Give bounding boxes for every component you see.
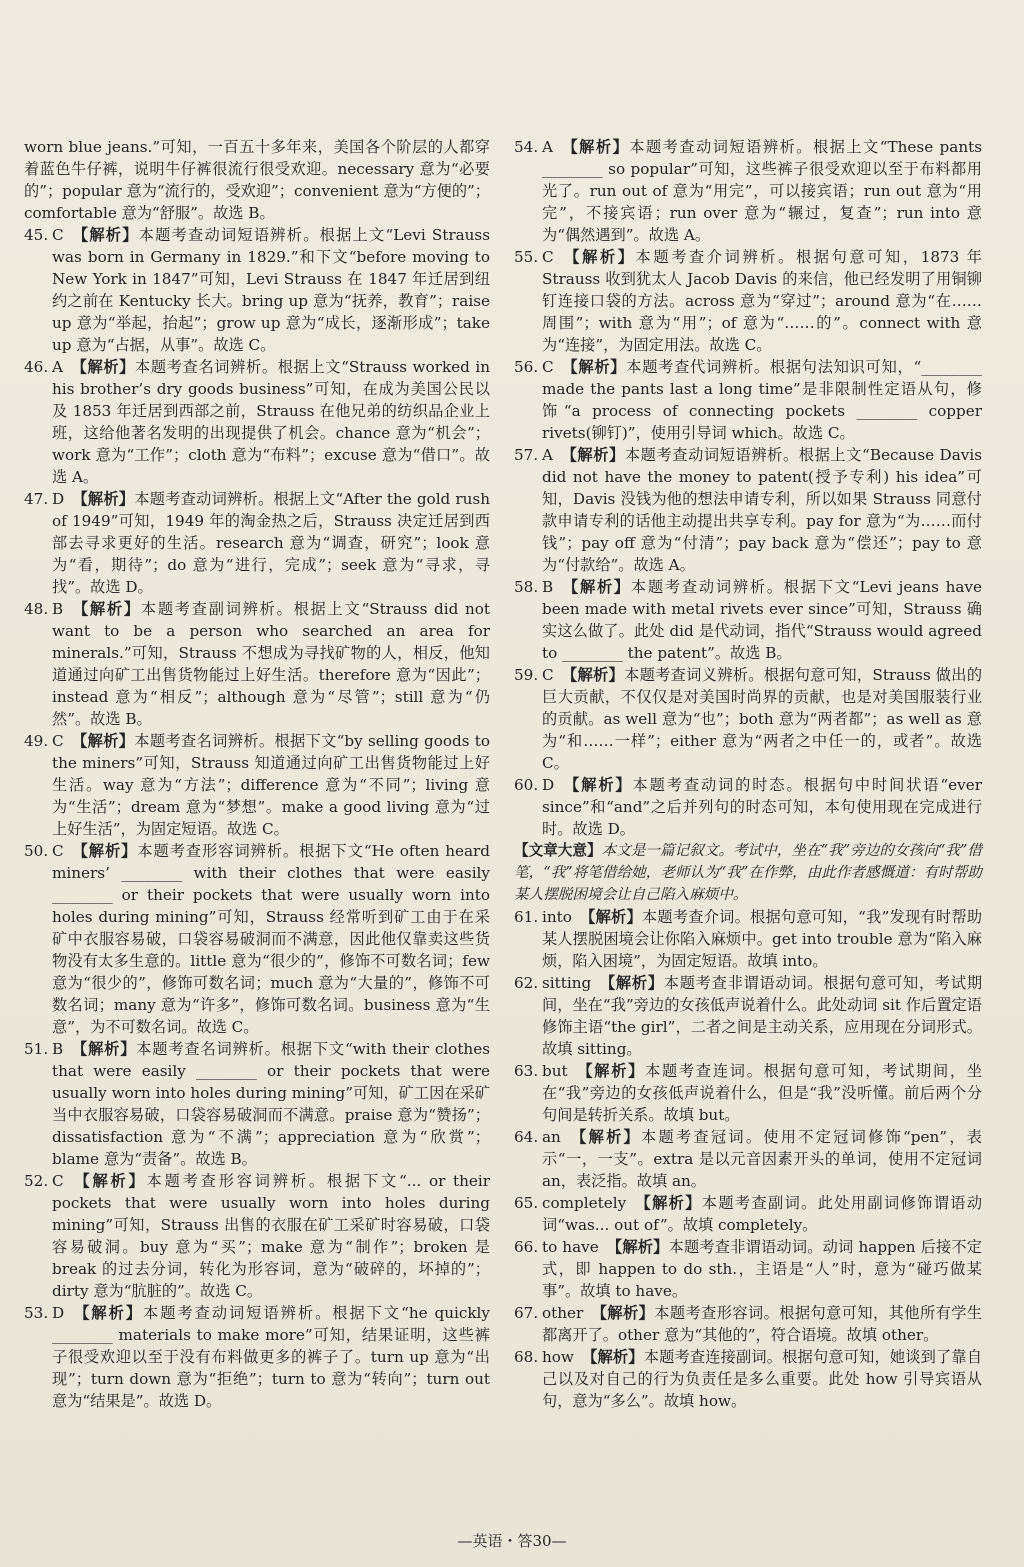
- item-body: [52, 730, 490, 840]
- answer-item: [514, 444, 982, 576]
- analysis-tag: 【解析】: [561, 248, 636, 266]
- analysis-text: 本题考查名词辨析。根据下文“by selling goods to the miners”可知，Strauss 知道通过向矿工出售货物能过上好生活。way 意为“方法”；difference 意为“不同”；living 意为“生活”；dream 意为“梦想”。make a good living 意为“过上好生活”，为固定短语。故选 C。: [52, 732, 490, 838]
- item-body: [542, 1346, 982, 1412]
- item-number: 45.: [24, 226, 49, 244]
- item-answer: into: [542, 908, 572, 926]
- analysis-text: 本题考查形容词辨析。根据下文“He often heard miners’ ________ with their clothes that were easily ________ or their pockets that were usually worn into holes during mining”可知，Strauss 经常听到矿工由于在采矿中衣服容易破，口袋容易破洞而不满意，因此他仅靠卖这些货物没有太多生意的。little 意为“很少的”，修饰不可数名词；few 意为“很少的”，修饰可数名词；much 意为“大量的”，修饰不可数名词；many 意为“许多”，修饰可数名词。business 意为“生意”，为不可数名词。故选 C。: [52, 842, 490, 1036]
- item-number: 49.: [24, 732, 49, 750]
- item-number: 67.: [514, 1304, 539, 1322]
- answer-item: [514, 1236, 982, 1302]
- item-number: 58.: [514, 578, 539, 596]
- item-answer: A: [52, 358, 63, 376]
- item-answer: B: [52, 600, 64, 618]
- item-body: [542, 1060, 982, 1126]
- item-answer: D: [542, 776, 555, 794]
- analysis-text: 本题考查名词辨析。根据上文“Strauss worked in his brother’s dry goods business”可知，在成为美国公民以及 1853 年迁居到西部之前，Strauss 在他兄弟的纺织品企业上班，这给他著名发明的出现提供了机会。chance 意为“机会”；work 意为“工作”；cloth 意为“布料”；excuse 意为“借口”。故选 A。: [52, 358, 491, 486]
- item-body: [52, 356, 490, 488]
- item-answer: sitting: [542, 974, 592, 992]
- analysis-text: 本题考查动词辨析。根据上文“After the gold rush of 1949”可知，1949 年的淘金热之后，Strauss 决定迁居到西部去寻求更好的生活。research 意为“调查，研究”；look 意为“看，期待”；do 意为“进行，完成”；seek 意为“寻求，寻找”。故选 D。: [52, 490, 490, 596]
- analysis-tag: 【解析】: [71, 226, 139, 244]
- analysis-text: 本题考查冠词。使用不定冠词修饰“pen”，表示“一，一支”。extra 是以元音因素开头的单词，使用不定冠词 an，表泛指。故填 an。: [542, 1128, 982, 1190]
- item-number: 50.: [24, 842, 49, 860]
- answer-item: [514, 1302, 982, 1346]
- item-number: 54.: [514, 138, 539, 156]
- analysis-tag: 【解析】: [575, 1062, 646, 1080]
- item-body: [542, 1236, 982, 1302]
- answer-item: [514, 1060, 982, 1126]
- analysis-tag: 【解析】: [599, 974, 664, 992]
- analysis-text: 本题考查非谓语动词。动词 happen 后接不定式，即 happen to do sth.，主语是“人”时，意为“碰巧做某事”。故填 to have。: [542, 1238, 982, 1300]
- item-answer: A: [542, 446, 553, 464]
- right-column: [514, 136, 982, 1412]
- item-answer: C: [52, 1172, 64, 1190]
- item-body: [542, 1302, 982, 1346]
- item-answer: C: [52, 842, 64, 860]
- answer-item: [514, 576, 982, 664]
- item-body: [52, 224, 490, 356]
- answer-item: [24, 1038, 490, 1170]
- item-body: [52, 1038, 490, 1170]
- item-answer: B: [542, 578, 554, 596]
- item-number: 48.: [24, 600, 49, 618]
- analysis-tag: 【解析】: [71, 732, 135, 750]
- item-number: 57.: [514, 446, 539, 464]
- item-answer: C: [52, 732, 64, 750]
- item-number: 61.: [514, 908, 539, 926]
- answer-item: [514, 1126, 982, 1192]
- item-body: [542, 906, 982, 972]
- analysis-tag: 【解析】: [71, 842, 138, 860]
- analysis-text: 本题考查形容词。根据句意可知，其他所有学生都离开了。other 意为“其他的”，符合语境。故填 other。: [542, 1304, 983, 1344]
- analysis-tag: 【解析】: [72, 1304, 144, 1322]
- item-body: [542, 1126, 982, 1192]
- item-body: [52, 1170, 490, 1302]
- item-number: 52.: [24, 1172, 49, 1190]
- item-body: [542, 444, 982, 576]
- continuation-paragraph: worn blue jeans.”可知，一百五十多年来，美国各个阶层的人都穿着蓝色牛仔裤，说明牛仔裤很流行很受欢迎。necessary 意为“必要的”；popular 意为“流行的，受欢迎”；convenient 意为“方便的”；comfortable 意为“舒服”。故选 B。: [24, 138, 490, 222]
- analysis-tag: 【解析】: [71, 1172, 147, 1190]
- left-answer-list: [24, 224, 490, 1412]
- item-number: 66.: [514, 1238, 539, 1256]
- analysis-tag: 【解析】: [579, 908, 642, 926]
- answer-item: [24, 224, 490, 356]
- analysis-tag: 【解析】: [634, 1194, 702, 1212]
- analysis-text: 本题考查连词。根据句意可知，考试期间，坐在“我”旁边的女孩低声说着什么，但是“我”没听懂。前后两个分句间是转折关系。故填 but。: [542, 1062, 983, 1124]
- item-number: 47.: [24, 490, 49, 508]
- item-body: [52, 488, 490, 598]
- analysis-text: 本题考查名词辨析。根据下文“with their clothes that were easily ________ or their pockets that were usually worn into holes during mining”可知，矿工因在采矿当中衣服容易破，口袋容易破洞而不满意。praise 意为“赞扬”；dissatisfaction 意为“不满”；appreciation 意为“欣赏”；blame 意为“责备”。故选 B。: [52, 1040, 490, 1168]
- analysis-text: 本题考查动词短语辨析。根据下文“he quickly ________ materials to make more”可知，结果证明，这些裤子很受欢迎以至于没有布料做更多的裤子了。turn up 意为“出现”；turn down 意为“拒绝”；turn to 意为“转向”；turn out 意为“结果是”。故选 D。: [52, 1304, 490, 1410]
- answer-item: [514, 972, 982, 1060]
- analysis-tag: 【解析】: [560, 138, 630, 156]
- analysis-text: 本题考查形容词辨析。根据下文“... or their pockets that were usually worn into holes during mining”可知，Strauss 出售的衣服在矿工采矿时容易破，口袋容易破洞。buy 意为“买”；make 意为“制作”；broken 是 break 的过去分词，转化为形容词，意为“破碎的，坏掉的”；dirty 意为“肮脏的”。故选 C。: [52, 1172, 491, 1300]
- item-answer: A: [542, 138, 553, 156]
- item-number: 62.: [514, 974, 539, 992]
- item-number: 56.: [514, 358, 539, 376]
- analysis-tag: 【解析】: [561, 578, 631, 596]
- item-answer: to have: [542, 1238, 599, 1256]
- analysis-text: 本题考查动词短语辨析。根据上文“These pants ________ so popular”可知，这些裤子很受欢迎以至于布料都用光了。run out of 意为“用完”，可以接宾语；run out 意为“用完”，不接宾语；run over 意为“辗过，复查”；run into 意为“偶然遇到”。故选 A。: [542, 138, 983, 244]
- analysis-text: 本题考查动词辨析。根据下文“Levi jeans have been made with metal rivets ever since”可知，Strauss 确实这么做了。此处 did 是代动词，指代“Strauss would agreed to ________ the patent”。故选 B。: [542, 578, 982, 662]
- analysis-text: 本题考查连接副词。根据句意可知，她谈到了靠自己以及对自己的行为负责任是多么重要。此处 how 引导宾语从句，意为“多么”。故填 how。: [542, 1348, 983, 1410]
- item-answer: completely: [542, 1194, 627, 1212]
- analysis-tag: 【解析】: [581, 1348, 644, 1366]
- summary-tag: 【文章大意】: [514, 842, 602, 859]
- analysis-tag: 【解析】: [591, 1304, 655, 1322]
- summary-text: 本文是一篇记叙文。考试中，坐在“我”旁边的女孩向“我”借笔，“我”将笔借给她，老师认为“我”在作弊，由此作者感慨道：有时帮助某人摆脱困境会让自己陷入麻烦中。: [514, 842, 982, 903]
- analysis-tag: 【解析】: [561, 666, 625, 684]
- answer-item: [514, 774, 982, 840]
- analysis-text: 本题考查词义辨析。根据句意可知，Strauss 做出的巨大贡献，不仅仅是对美国时尚界的贡献，也是对美国服装行业的贡献。as well 意为“也”；both 意为“两者都”；as well as 意为“和……一样”；either 意为“两者之中任一的，或者”。故选 C。: [542, 666, 983, 772]
- page-footer: —英语・答30—: [457, 1532, 567, 1550]
- answer-item: [514, 1346, 982, 1412]
- analysis-text: 本题考查动词的时态。根据句中时间状语“ever since”和“and”之后并列句的时态可知，本句使用现在完成进行时。故选 D。: [542, 776, 982, 838]
- item-number: 64.: [514, 1128, 539, 1146]
- answer-item: [24, 1302, 490, 1412]
- item-answer: how: [542, 1348, 574, 1366]
- answer-item: [514, 906, 982, 972]
- item-answer: B: [52, 1040, 64, 1058]
- left-column: [24, 136, 490, 1412]
- analysis-text: 本题考查非谓语动词。根据句意可知，考试期间，坐在“我”旁边的女孩低声说着什么。此处动词 sit 作后置定语修饰主语“the girl”，二者之间是主动关系，应用现在分词形式。故填 sitting。: [542, 974, 983, 1058]
- analysis-text: 本题考查副词。此处用副词修饰谓语动词“was... out of”。故填 completely。: [542, 1194, 983, 1234]
- analysis-text: 本题考查介词辨析。根据句意可知，1873 年 Strauss 收到犹太人 Jacob Davis 的来信，他已经发明了用铜铆钉连接口袋的方法。across 意为“穿过”；around 意为“在……周围”；with 意为“用”；of 意为“……的”。connect with 意为“连接”，为固定用法。故选 C。: [542, 248, 982, 354]
- answer-item: [514, 664, 982, 774]
- item-body: [542, 774, 982, 840]
- answer-item: [24, 730, 490, 840]
- analysis-tag: 【解析】: [561, 358, 627, 376]
- item-number: 65.: [514, 1194, 539, 1212]
- analysis-tag: 【解析】: [70, 358, 136, 376]
- analysis-tag: 【解析】: [568, 1128, 641, 1146]
- item-body: [542, 246, 982, 356]
- item-body: [542, 356, 982, 444]
- item-body: [542, 576, 982, 664]
- item-number: 68.: [514, 1348, 539, 1366]
- answer-item: [24, 840, 490, 1038]
- item-answer: other: [542, 1304, 584, 1322]
- analysis-tag: 【解析】: [562, 776, 633, 794]
- item-body: [542, 972, 982, 1060]
- item-answer: D: [52, 1304, 65, 1322]
- item-number: 53.: [24, 1304, 49, 1322]
- answer-item: [514, 246, 982, 356]
- answer-item: [514, 356, 982, 444]
- item-body: [52, 598, 490, 730]
- item-answer: C: [542, 666, 554, 684]
- item-body: [542, 136, 982, 246]
- item-body: [52, 840, 490, 1038]
- analysis-tag: 【解析】: [560, 446, 625, 464]
- analysis-text: 本题考查副词辨析。根据上文“Strauss did not want to be a person who searched an area for minerals.”可知，Strauss 不想成为寻找矿物的人，相反，他知道通过向矿工出售货物能过上好生活。therefore 意为“因此”；instead 意为“相反”；although 意为“尽管”；still 意为“仍然”。故选 B。: [52, 600, 490, 728]
- item-body: [542, 664, 982, 774]
- item-answer: C: [542, 358, 554, 376]
- analysis-text: 本题考查动词短语辨析。根据上文“Because Davis did not have the money to patent(授予专利) his idea”可知，Davis 没钱为他的想法申请专利，所以如果 Strauss 同意付款申请专利的话他主动提出共享专利。pay for 意为“为……而付钱”；pay off 意为“付清”；pay back 意为“偿还”；pay to 意为“付款给”。故选 A。: [542, 446, 983, 574]
- analysis-text: 本题考查代词辨析。根据句法知识可知，“________ made the pants last a long time”是非限制性定语从句，修饰“a process of connecting pockets ________ copper rivets(铆钉)”，使用引导词 which。故选 C。: [542, 358, 983, 442]
- item-answer: but: [542, 1062, 568, 1080]
- item-body: [52, 1302, 490, 1412]
- item-number: 51.: [24, 1040, 49, 1058]
- right-answer-list-2: [514, 906, 982, 1412]
- analysis-tag: 【解析】: [72, 490, 135, 508]
- item-answer: C: [542, 248, 554, 266]
- analysis-tag: 【解析】: [71, 600, 141, 618]
- article-summary: [514, 840, 982, 906]
- answer-item: [514, 1192, 982, 1236]
- analysis-tag: 【解析】: [71, 1040, 137, 1058]
- item-answer: an: [542, 1128, 561, 1146]
- item-number: 59.: [514, 666, 539, 684]
- analysis-text: 本题考查动词短语辨析。根据上文“Levi Strauss was born in Germany in 1829.”和下文“before moving to New York in 1847”可知，Levi Strauss 在 1847 年迁居到纽约之前在 Kentucky 长大。bring up 意为“抚养，教育”；raise up 意为“举起，抬起”；grow up 意为“成长，逐渐形成”；take up 意为“占据，从事”。故选 C。: [52, 226, 491, 354]
- answer-item: [514, 136, 982, 246]
- right-answer-list: [514, 136, 982, 840]
- analysis-tag: 【解析】: [606, 1238, 669, 1256]
- item-answer: C: [52, 226, 64, 244]
- item-number: 46.: [24, 358, 49, 376]
- answer-item: [24, 598, 490, 730]
- answer-item: [24, 488, 490, 598]
- item-number: 60.: [514, 776, 539, 794]
- item-number: 55.: [514, 248, 539, 266]
- answer-item: [24, 1170, 490, 1302]
- item-answer: D: [52, 490, 65, 508]
- analysis-text: 本题考查介词。根据句意可知，“我”发现有时帮助某人摆脱困境会让你陷入麻烦中。get into trouble 意为“陷入麻烦，陷入困境”，为固定短语。故填 into。: [542, 908, 983, 970]
- item-number: 63.: [514, 1062, 539, 1080]
- item-body: [542, 1192, 982, 1236]
- answer-item: [24, 356, 490, 488]
